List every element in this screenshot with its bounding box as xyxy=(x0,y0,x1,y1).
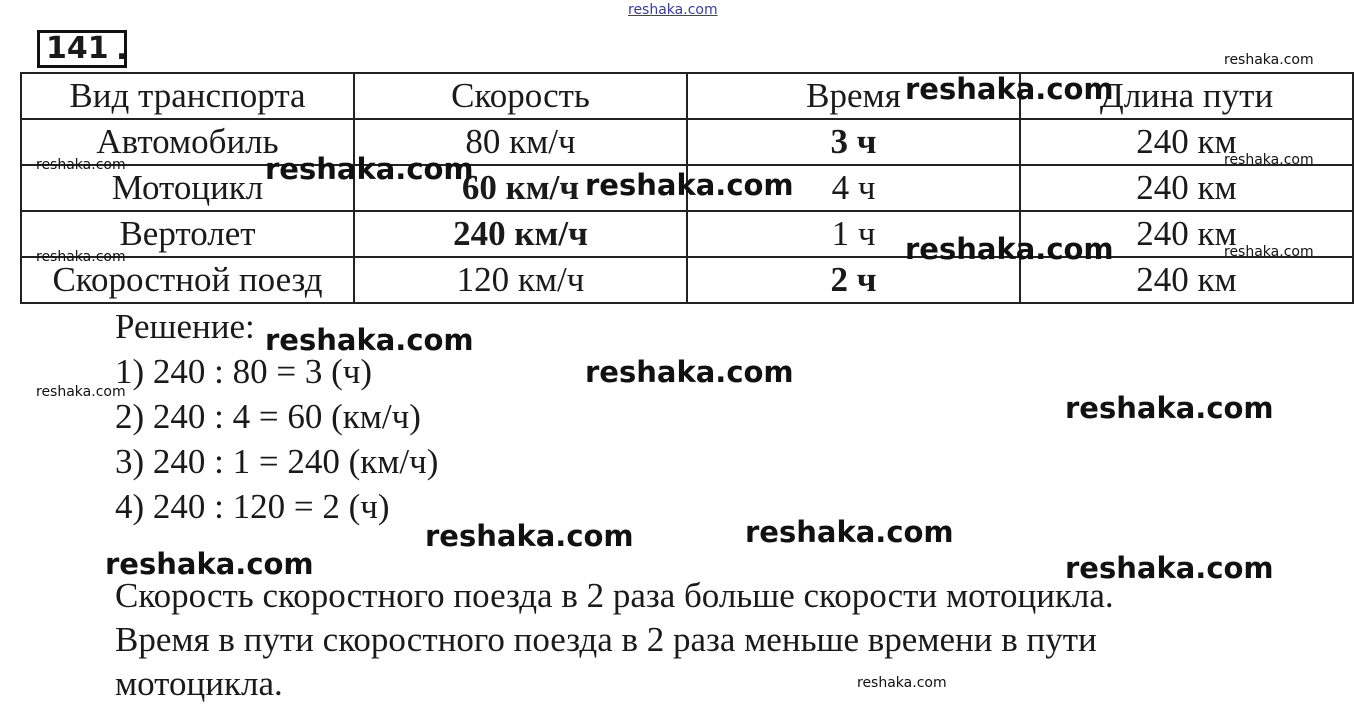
watermark: reshaka.com xyxy=(36,384,126,400)
task-number-dot: . xyxy=(116,32,128,67)
cell-transport: Автомобиль xyxy=(21,119,354,165)
watermark: reshaka.com xyxy=(36,157,126,173)
cell-transport: Скоростной поезд xyxy=(21,257,354,303)
solution-title: Решение: xyxy=(115,307,255,346)
cell-distance: 240 км xyxy=(1020,257,1353,303)
header-transport: Вид транспорта xyxy=(21,73,354,119)
table-row xyxy=(21,211,1353,257)
cell-speed: 240 км/ч xyxy=(354,211,687,257)
solution-step: 1) 240 : 80 = 3 (ч) xyxy=(115,352,373,391)
conclusion-line: Скорость скоростного поезда в 2 раза больше скорости мотоцикла. xyxy=(115,576,1114,615)
watermark: reshaka.com xyxy=(745,515,954,549)
header-distance: Длина пути xyxy=(1020,73,1353,119)
table-row xyxy=(21,119,1353,165)
watermark: reshaka.com xyxy=(265,152,474,186)
watermark: reshaka.com xyxy=(105,547,314,581)
watermark: reshaka.com xyxy=(425,519,634,553)
cell-speed: 60 км/ч xyxy=(354,165,687,211)
watermark: reshaka.com xyxy=(265,323,474,357)
solution-step: 3) 240 : 1 = 240 (км/ч) xyxy=(115,442,439,481)
table-header-row xyxy=(21,73,1353,119)
cell-distance: 240 км xyxy=(1020,165,1353,211)
watermark: reshaka.com xyxy=(36,249,126,265)
cell-time: 4 ч xyxy=(687,165,1020,211)
cell-speed: 80 км/ч xyxy=(354,119,687,165)
cell-time: 2 ч xyxy=(687,257,1020,303)
watermark: reshaka.com xyxy=(905,232,1114,266)
cell-distance: 240 км xyxy=(1020,211,1353,257)
watermark-top[interactable]: reshaka.com xyxy=(628,2,718,18)
watermark: reshaka.com xyxy=(1224,152,1314,168)
watermark: reshaka.com xyxy=(585,355,794,389)
task-number: 141 xyxy=(37,30,127,68)
watermark: reshaka.com xyxy=(1065,551,1274,585)
cell-time: 3 ч xyxy=(687,119,1020,165)
watermark: reshaka.com xyxy=(1065,391,1274,425)
header-speed: Скорость xyxy=(354,73,687,119)
conclusion-line: Время в пути скоростного поезда в 2 раза меньше времени в пути xyxy=(115,620,1097,659)
watermark: reshaka.com xyxy=(905,72,1114,106)
table-row xyxy=(21,257,1353,303)
solution-step: 4) 240 : 120 = 2 (ч) xyxy=(115,487,390,526)
header-time: Время xyxy=(687,73,1020,119)
watermark: reshaka.com xyxy=(1224,244,1314,260)
watermark: reshaka.com xyxy=(1224,52,1314,68)
cell-transport: Вертолет xyxy=(21,211,354,257)
cell-distance: 240 км xyxy=(1020,119,1353,165)
cell-speed: 120 км/ч xyxy=(354,257,687,303)
cell-transport: Мотоцикл xyxy=(21,165,354,211)
conclusion-line: мотоцикла. xyxy=(115,664,283,703)
solution-step: 2) 240 : 4 = 60 (км/ч) xyxy=(115,397,421,436)
cell-time: 1 ч xyxy=(687,211,1020,257)
watermark: reshaka.com xyxy=(585,168,794,202)
watermark: reshaka.com xyxy=(857,675,947,691)
